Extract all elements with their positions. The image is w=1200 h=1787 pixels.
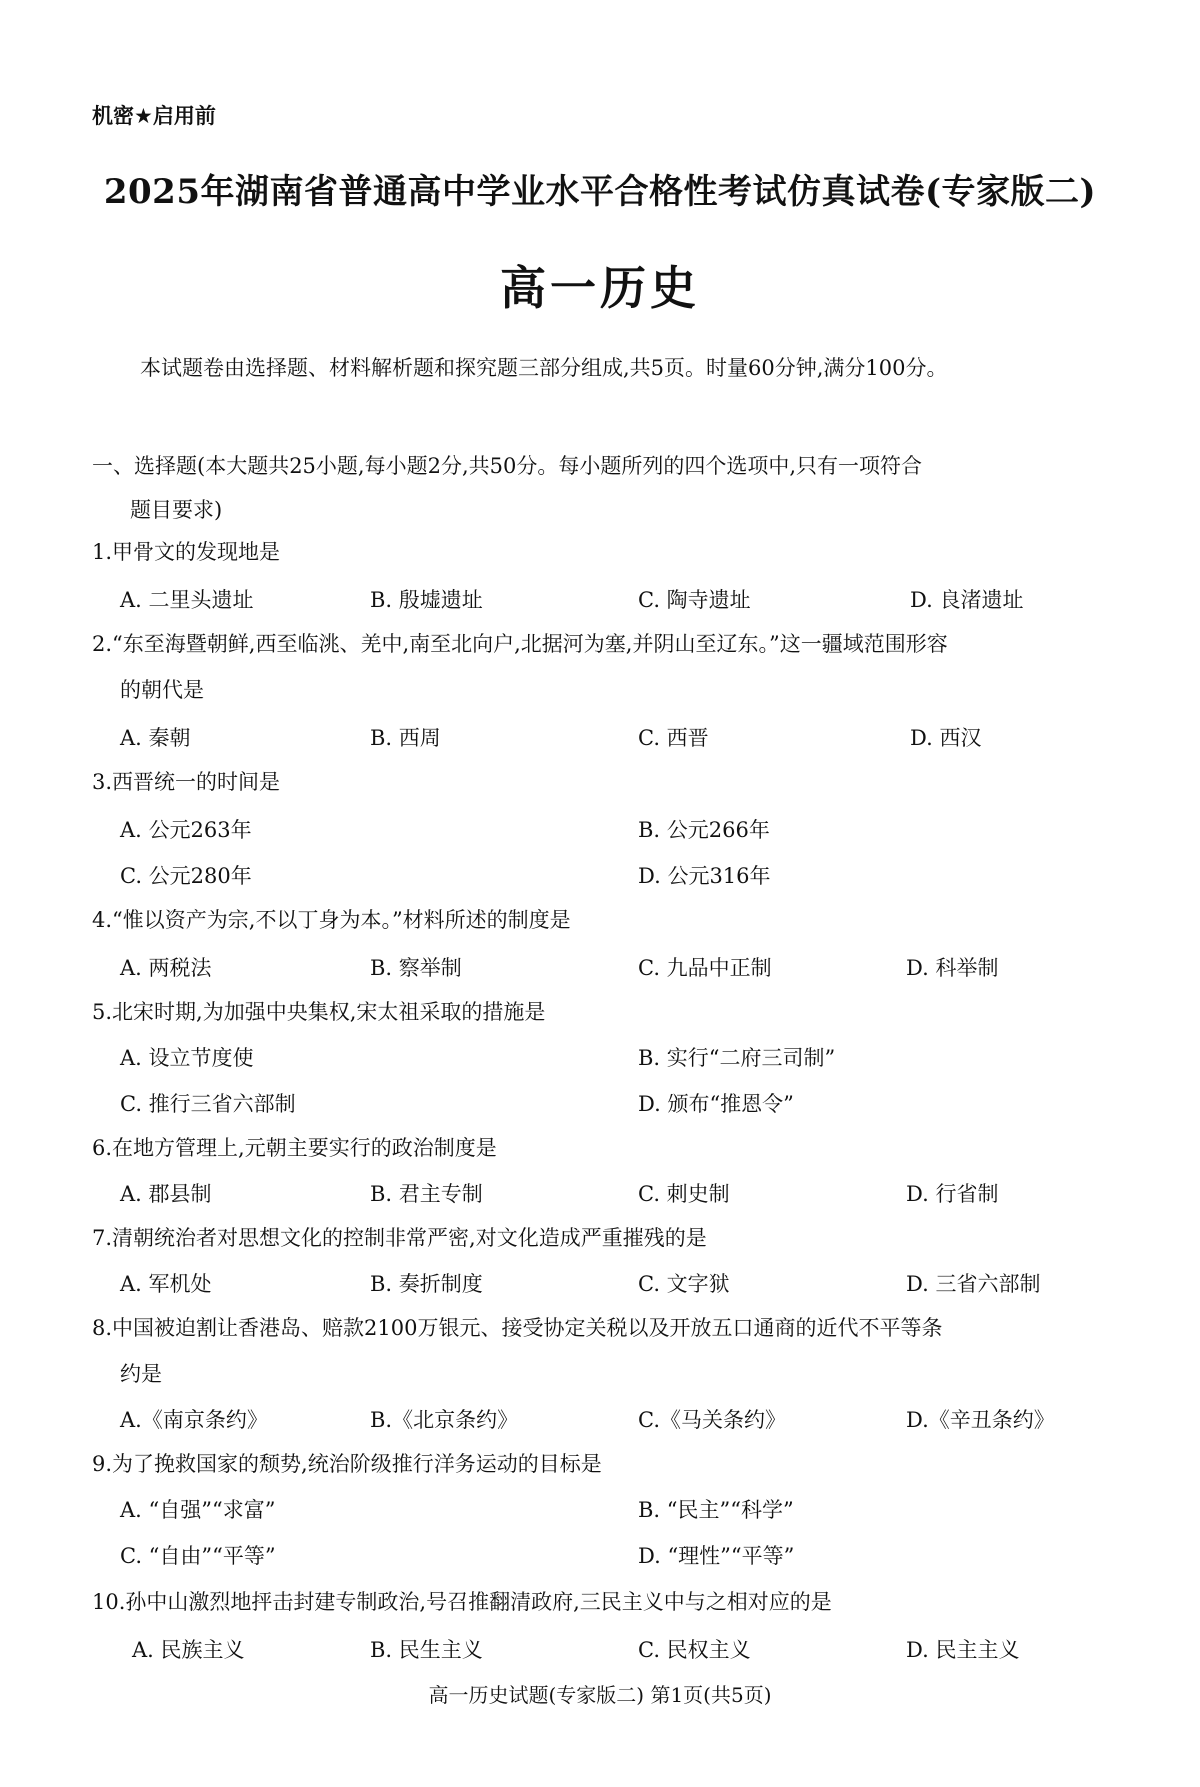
question-option: A. 军机处 <box>120 1272 212 1296</box>
question-stem: 3.西晋统一的时间是 <box>92 770 281 794</box>
question-option: C. 刺史制 <box>638 1182 730 1206</box>
question-option: A. 秦朝 <box>120 726 191 750</box>
question-option: C. 九品中正制 <box>638 956 772 980</box>
question-stem: 8.中国被迫割让香港岛、赔款2100万银元、接受协定关税以及开放五口通商的近代不平等条 <box>92 1316 943 1340</box>
question-option: B. “民主”“科学” <box>638 1498 794 1522</box>
question-option: C. 推行三省六部制 <box>120 1092 296 1116</box>
section-heading <box>92 444 1122 532</box>
question-option: A. 民族主义 <box>132 1638 245 1662</box>
question-stem: 1.甲骨文的发现地是 <box>92 540 281 564</box>
question-option: A.《南京条约》 <box>120 1408 268 1432</box>
question-stem-cont: 的朝代是 <box>120 678 204 702</box>
question-option: A. 设立节度使 <box>120 1046 254 1070</box>
question-option: B. 民生主义 <box>370 1638 483 1662</box>
exam-title: 2025年湖南省普通高中学业水平合格性考试仿真试卷(专家版二) <box>103 172 1097 212</box>
question-stem: 5.北宋时期,为加强中央集权,宋太祖采取的措施是 <box>92 1000 546 1024</box>
question-option: B. 察举制 <box>370 956 462 980</box>
question-option: B. 公元266年 <box>638 818 770 842</box>
question-stem: 2.“东至海暨朝鲜,西至临洮、羌中,南至北向户,北据河为塞,并阴山至辽东。”这一疆域范围形容 <box>92 632 948 656</box>
question-option: D. 良渚遗址 <box>910 588 1024 612</box>
question-option: D. 民主主义 <box>906 1638 1020 1662</box>
question-stem: 10.孙中山激烈地抨击封建专制政治,号召推翻清政府,三民主义中与之相对应的是 <box>92 1590 832 1614</box>
question-option: C. 公元280年 <box>120 864 252 888</box>
question-option: B.《北京条约》 <box>370 1408 519 1432</box>
section-heading-line2: 题目要求) <box>130 498 223 522</box>
question-option: C. “自由”“平等” <box>120 1544 276 1568</box>
question-option: B. 实行“二府三司制” <box>638 1046 836 1070</box>
question-option: B. 君主专制 <box>370 1182 483 1206</box>
question-stem-cont: 约是 <box>120 1362 162 1386</box>
question-option: D. 颁布“推恩令” <box>638 1092 794 1116</box>
question-option: C.《马关条约》 <box>638 1408 786 1432</box>
question-option: A. “自强”“求富” <box>120 1498 276 1522</box>
question-option: D. 西汉 <box>910 726 982 750</box>
question-option: A. 两税法 <box>120 956 212 980</box>
question-option: D. 三省六部制 <box>906 1272 1041 1296</box>
question-option: A. 二里头遗址 <box>120 588 254 612</box>
question-stem: 4.“惟以资产为宗,不以丁身为本。”材料所述的制度是 <box>92 908 571 932</box>
subject-title: 高一历史 <box>500 261 700 315</box>
page-footer: 高一历史试题(专家版二) 第1页(共5页) <box>428 1683 772 1707</box>
question-option: D. “理性”“平等” <box>638 1544 795 1568</box>
question-option: A. 公元263年 <box>120 818 252 842</box>
question-option: B. 西周 <box>370 726 441 750</box>
exam-intro: 本试题卷由选择题、材料解析题和探究题三部分组成,共5页。时量60分钟,满分100分。 <box>140 356 948 380</box>
question-option: C. 陶寺遗址 <box>638 588 751 612</box>
question-option: D.《辛丑条约》 <box>906 1408 1055 1432</box>
question-option: B. 奏折制度 <box>370 1272 483 1296</box>
confidential-label: 机密★启用前 <box>92 104 216 128</box>
question-option: C. 文字狱 <box>638 1272 730 1296</box>
question-option: C. 民权主义 <box>638 1638 751 1662</box>
question-option: A. 郡县制 <box>120 1182 212 1206</box>
question-stem: 6.在地方管理上,元朝主要实行的政治制度是 <box>92 1136 497 1160</box>
question-stem: 9.为了挽救国家的颓势,统治阶级推行洋务运动的目标是 <box>92 1452 602 1476</box>
question-option: C. 西晋 <box>638 726 709 750</box>
question-stem: 7.清朝统治者对思想文化的控制非常严密,对文化造成严重摧残的是 <box>92 1226 707 1250</box>
section-heading-line1: 一、选择题(本大题共25小题,每小题2分,共50分。每小题所列的四个选项中,只有一项符合 <box>92 454 923 478</box>
question-option: D. 行省制 <box>906 1182 999 1206</box>
question-option: D. 科举制 <box>906 956 999 980</box>
question-option: B. 殷墟遗址 <box>370 588 483 612</box>
question-option: D. 公元316年 <box>638 864 771 888</box>
